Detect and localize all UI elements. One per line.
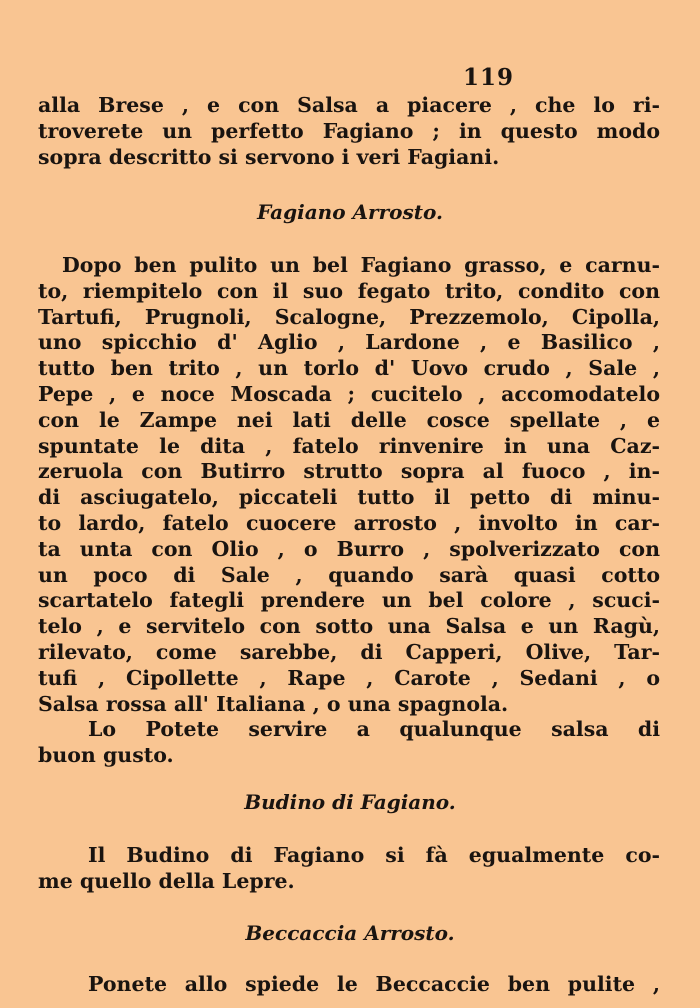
page-number: 119 xyxy=(462,64,514,91)
text-line: Lo Potete servire a qualunque salsa di xyxy=(88,717,660,742)
text-line: Pepe , e noce Moscada ; cucitelo , accomodatelo xyxy=(38,381,660,406)
text-line: buon gusto. xyxy=(38,743,174,768)
fagiano-arrosto-paragraph xyxy=(38,253,660,769)
intro-paragraph xyxy=(38,93,660,170)
text-line: scartatelo fategli prendere un bel colore , scuci- xyxy=(38,588,660,613)
text-line: Dopo ben pulito un bel Fagiano grasso, e carnu- xyxy=(62,253,660,277)
budino-paragraph xyxy=(38,843,660,895)
text-line: sopra descritto si servono i veri Fagiani. xyxy=(38,144,500,169)
text-line: me quello della Lepre. xyxy=(38,868,295,893)
section-heading-beccaccia-arrosto: Beccaccia Arrosto. xyxy=(245,921,455,945)
text-line: alla Brese , e con Salsa a piacere , che lo ri- xyxy=(38,93,660,117)
text-line: telo , e servitelo con sotto una Salsa e un Ragù, xyxy=(38,614,660,639)
text-line: di asciugatelo, piccateli tutto il petto di minu- xyxy=(38,485,660,510)
text-line: ta unta con Olio , o Burro , spolverizzato con xyxy=(38,536,660,561)
text-line: Il Budino di Fagiano si fà egualmente co- xyxy=(88,843,660,867)
text-line: troverete un perfetto Fagiano ; in questo modo xyxy=(38,118,660,143)
text-line: spuntate le dita , fatelo rinvenire in una Caz- xyxy=(38,433,660,458)
beccaccia-paragraph xyxy=(38,972,660,998)
text-line: tutto ben trito , un torlo d' Uovo crudo , Sale , xyxy=(38,356,660,381)
text-line: to lardo, fatelo cuocere arrosto , involto in car- xyxy=(38,510,660,535)
text-line: Tartufi, Prugnoli, Scalogne, Prezzemolo, Cipolla, xyxy=(38,304,660,329)
section-heading-fagiano-arrosto: Fagiano Arrosto. xyxy=(257,200,443,224)
text-line: to, riempitelo con il suo fegato trito, condito con xyxy=(38,278,660,303)
text-line: tufi , Cipollette , Rape , Carote , Sedani , o xyxy=(38,665,660,690)
section-heading-budino-di-fagiano: Budino di Fagiano. xyxy=(244,790,456,814)
text-line: un poco di Sale , quando sarà quasi cotto xyxy=(38,562,660,587)
text-line: Ponete allo spiede le Beccaccie ben pulite , xyxy=(88,972,660,996)
text-line: rilevato, come sarebbe, di Capperi, Olive, Tar- xyxy=(38,639,660,664)
text-line: Salsa rossa all' Italiana , o una spagnola. xyxy=(38,691,509,716)
text-line: uno spicchio d' Aglio , Lardone , e Basilico , xyxy=(38,330,660,355)
text-line: con le Zampe nei lati delle cosce spellate , e xyxy=(38,407,660,432)
text-line: zeruola con Butirro strutto sopra al fuoco , in- xyxy=(38,459,660,484)
